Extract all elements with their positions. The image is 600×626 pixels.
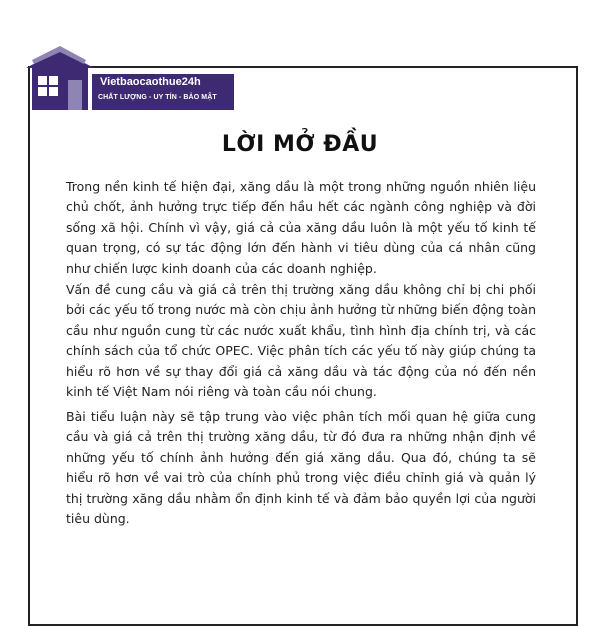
logo-banner: [92, 74, 234, 110]
paragraph-3: Bài tiểu luận này sẽ tập trung vào việc phân tích mối quan hệ giữa cung cầu và giá cả trên thị trường xăng dầu, từ đó đưa ra những nhận định về những yếu tố chính ảnh hưởng đến giá xăng dầu. Qua đó, chúng ta sẽ hiểu rõ hơn về vai trò của chính phủ trong việc điều chỉnh giá và quản lý thị trường xăng dầu nhằm ổn định kinh tế và đảm bảo quyền lợi của người tiêu dùng.: [66, 409, 536, 527]
site-logo[interactable]: [24, 46, 234, 116]
paragraph-1: Trong nền kinh tế hiện đại, xăng dầu là một trong những nguồn nhiên liệu chủ chốt, ảnh hưởng trực tiếp đến hầu hết các ngành công nghiệp và đời sống xã hội. Chính vì vậy, giá cả của xăng dầu luôn là một yếu tố kinh tế quan trọng, có sự tác động lớn đến hành vi tiêu dùng của cá nhân cũng như chiến lược kinh doanh của các doanh nghiệp.: [66, 179, 536, 276]
paragraph-2: Vấn đề cung cầu và giá cả trên thị trường xăng dầu không chỉ bị chi phối bởi các yếu tố trong nước mà còn chịu ảnh hưởng từ những biến động toàn cầu như nguồn cung từ các nước xuất khẩu, tình hình địa chính trị, và các chính sách của tổ chức OPEC. Việc phân tích các yếu tố này giúp chúng ta hiểu rõ hơn về sự thay đổi giá cả xăng dầu và tác động của nó đến nền kinh tế Việt Nam nói riêng và toàn cầu nói chung.: [66, 282, 536, 400]
logo-tagline: CHẤT LƯỢNG - UY TÍN - BẢO MẬT: [98, 94, 217, 101]
logo-name: Vietbaocaothue24h: [100, 76, 201, 88]
document-title: LỜI MỞ ĐẦU: [221, 132, 379, 157]
